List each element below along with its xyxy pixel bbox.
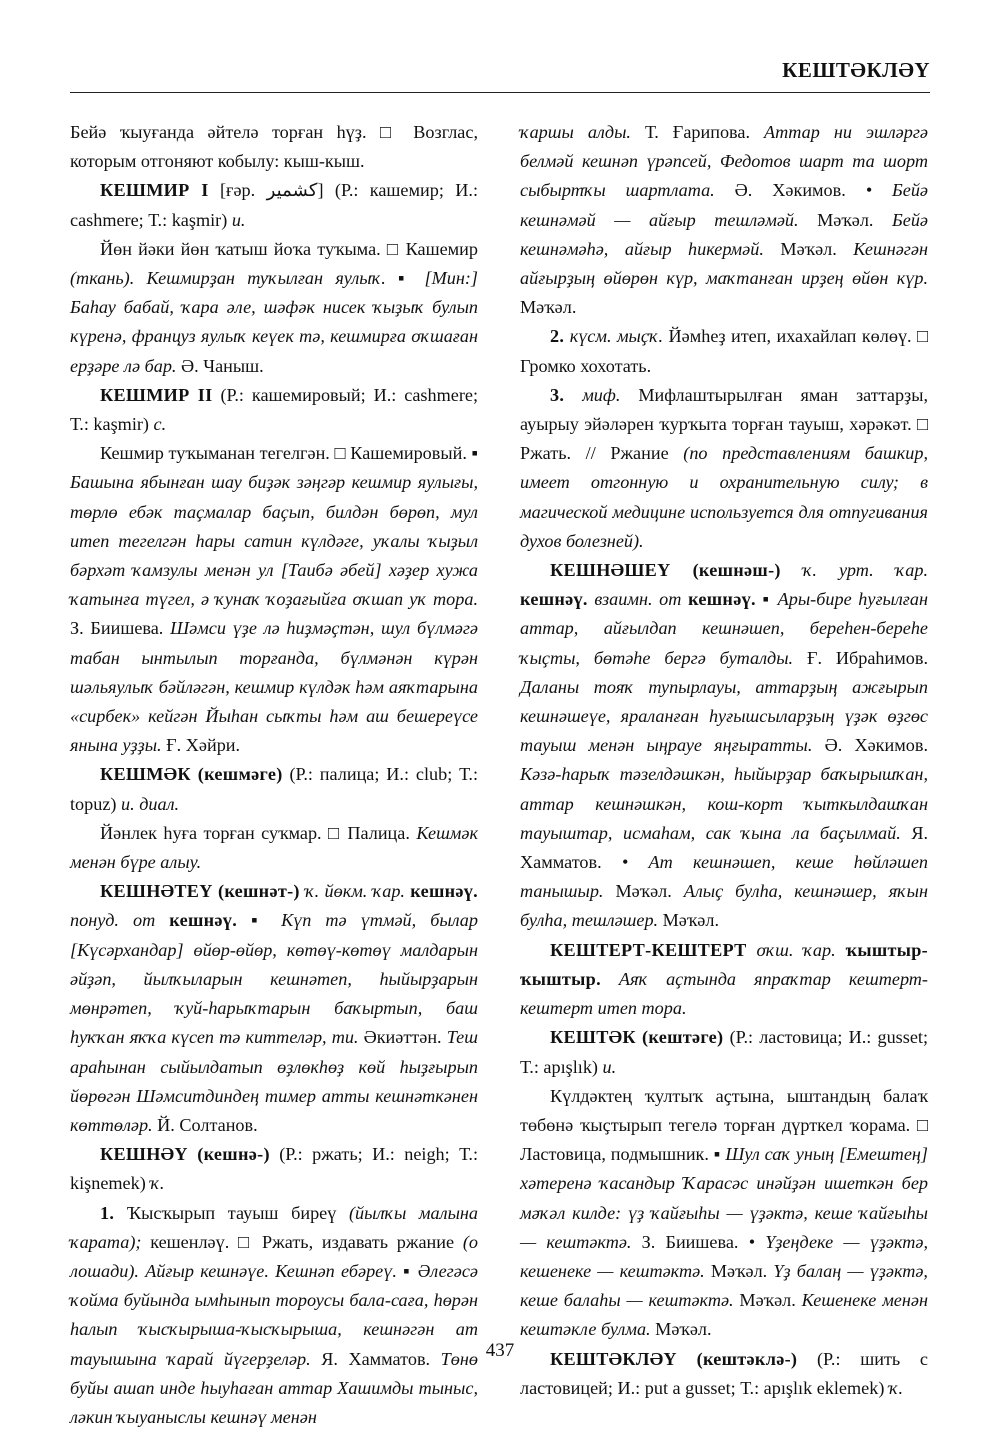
- dictionary-entry: [520, 322, 928, 380]
- headword: ҡыштыр-ҡыштыр.: [520, 939, 928, 989]
- italic-text: Шәмси үҙе лә һиҙмәҫтән, шул бүлмәгә табан ынтылып торғанда, бүлмәнән күрән шәльяулыҡ бәйләгән, кешмир күлдәк һәм аяҡтарына «сирбек» кейгән Йыһан сыҡты һәм аш бешереүсе янына уҙҙы.: [70, 618, 478, 756]
- dictionary-entry: [70, 235, 478, 381]
- italic-text: Ары-бире һуғылған аттар, айғылдап кешнәшеп, береһен-береһе ҡыҫты, бөтәһе бергә буталды.: [520, 589, 929, 668]
- text-run: Йәмһеҙ итеп, ихахайлап көлөү. □ Громко хохотать.: [520, 326, 928, 376]
- text-run: [564, 385, 582, 405]
- text-run: [671, 560, 693, 580]
- text-run: З. Биишева.: [631, 1231, 749, 1252]
- text-run: Мәҡәл.: [704, 1260, 774, 1281]
- headword: КЕШНӘШЕҮ: [550, 560, 671, 581]
- text-run: Мәҡәл.: [733, 1290, 802, 1311]
- italic-text: понуд. от: [70, 910, 156, 931]
- italic-text: күсм. мыҫҡ.: [569, 326, 664, 347]
- text-run: (Р.: палица; И.: club; Т.: topuz): [70, 764, 478, 814]
- text-run: кешенләү. □ Ржать, издавать ржание: [141, 1231, 463, 1252]
- text-run: Я. Хамматов.: [310, 1348, 441, 1369]
- text-run: Ғ. Ибраһимов.: [793, 647, 928, 668]
- italic-text: Кешнәгән айғырҙың өйөрөн күр, маҡтанған ирҙең өйөн күр.: [520, 238, 928, 289]
- text-run: Ә. Чаныш.: [176, 355, 264, 376]
- text-run: Ә. Хәкимов.: [714, 180, 866, 201]
- italic-text: Аттар ни эшләргә белмәй кешнәп үрәпсей, Федотов шарт та шорт сыбыртҡы шартлата.: [520, 122, 929, 201]
- text-run: (Р.: ластовица; И.: gusset; Т.: apışlık): [520, 1027, 928, 1077]
- page-number: 437: [485, 1340, 515, 1361]
- text-run: Мәҡәл.: [798, 209, 893, 230]
- text-run: Ғ. Хәйри.: [161, 735, 241, 756]
- example-marker-icon: ▪: [237, 910, 282, 931]
- text-run: Ә. Хәкимов.: [812, 735, 928, 756]
- text-run: [601, 969, 619, 989]
- text-run: Мәҡәл.: [520, 297, 577, 318]
- text-run: [781, 560, 803, 580]
- italic-text: ҡ.: [150, 1173, 165, 1194]
- italic-text: Башына ябынған шау биҙәк зәңгәр кешмир яулығы, төрлө ебәк таҫмалар баҫып, билдән бөрөп, мул итеп тегелгән һары сатин күлдәге, уҡалы ҡыҙыл бәрхәт ҡамзулы менән ул [Таибә әбей] хәҙер хужа ҡатынға түгел, ә ҡунаҡ ҡоҙағыйға оҡшап уҡ тора.: [70, 472, 478, 610]
- italic-text: взаимн. от: [594, 589, 682, 610]
- headword: 3.: [550, 384, 565, 405]
- text-run: Күлдәктең ҡултыҡ аҫтына, ыштандың балаҡ төбөнә ҡыҫтырып тегелә торған дүрткел ҡорама. □ Ластовица, подмышник.: [520, 1085, 928, 1165]
- italic-text: Бейә кешнәмәһә, айғыр һикермәй.: [520, 209, 928, 259]
- dictionary-entry: [70, 176, 478, 234]
- italic-text: ҡ. йөкм. ҡар.: [305, 881, 405, 902]
- headword: КЕШМИР II: [100, 384, 213, 405]
- italic-text: Кәзә-һарыҡ тәзелдәшкән, һыйырҙар баҡырышҡан, аттар кешнәшкән, кош-корт ҡыткылдашҡан тауыштар, исмаһам, сак ҡына ла баҫылмай.: [520, 764, 928, 843]
- text-run: Бейә ҡыуғанда әйтелә торған һүҙ. □ Возглас, которым отгоняют кобылу: кыш-кыш.: [70, 122, 478, 172]
- italic-text: (йылҡы малына ҡарата);: [70, 1202, 478, 1252]
- header-rule: [70, 92, 930, 93]
- italic-text: миф.: [582, 384, 621, 405]
- headword: (кешнә-): [197, 1144, 270, 1165]
- right-column: [520, 118, 928, 1403]
- left-column: [70, 118, 478, 1432]
- italic-text: Әлегәсә ҡойма буйында ымһынып тороусы бала-саға, һөрән һалып ҡысҡырыша-ҡысҡырыша, кешнәгән ат тауышына ҡарай йүгерҙеләр.: [70, 1260, 478, 1369]
- dictionary-entry: [520, 936, 928, 1024]
- italic-text: • Бейә кешнәмәй — айғыр тешләмәй.: [520, 180, 928, 230]
- text-run: Мәҡәл.: [763, 238, 854, 259]
- entry-continuation: [70, 118, 478, 176]
- text-run: (Р.: кашемировый; И.: cashmere; Т.: kaşmir): [70, 384, 479, 435]
- headword: КЕШТӘКЛӘҮ: [550, 1348, 677, 1369]
- dictionary-entry: [70, 1199, 478, 1433]
- running-head: КЕШТӘКЛӘҮ: [782, 58, 930, 82]
- italic-text: Үҙ балаң — үҙәктә, кеше балаһы — кештәктә.: [520, 1260, 928, 1311]
- italic-text: и.: [602, 1056, 617, 1077]
- italic-text: с.: [153, 414, 167, 435]
- headword: (кешнәш-): [692, 560, 781, 581]
- text-run: (Р.: шить с ластовицей; И.: put a gusset; Т.: apışlık eklemek): [520, 1348, 928, 1398]
- example-marker-icon: ▪: [466, 443, 478, 464]
- italic-text: (по представлениям башкир, имеет отгонную и охранительную силу; в магической медицине используется для отпугивания духов болезней).: [520, 443, 928, 551]
- italic-text: и.: [231, 209, 246, 230]
- text-run: Йәнлек һуға торған суҡмар. □ Палица.: [100, 822, 417, 843]
- headword: (кешнәт-): [217, 881, 300, 902]
- headword: КЕШТЕРТ-КЕШТЕРТ: [550, 939, 747, 960]
- text-run: Мәҡәл.: [658, 910, 720, 931]
- example-marker-icon: ▪: [708, 1144, 726, 1165]
- text-run: [188, 1144, 197, 1164]
- text-run: Й. Солтанов.: [152, 1114, 258, 1135]
- text-run: (Р.: ржать; И.: neigh; Т.: kişnemek): [70, 1144, 479, 1194]
- text-run: Кешмир туҡыманан тегелгән. □ Кашемировый.: [100, 443, 467, 464]
- italic-text: Алыҫ булһа, кешнәшер, яҡын булһа, тешләшер.: [520, 881, 928, 931]
- headword: КЕШНӘТЕҮ: [100, 881, 213, 902]
- headword: 1.: [100, 1202, 115, 1223]
- headword: КЕШМӘК: [100, 764, 191, 785]
- dictionary-entry: [520, 381, 928, 556]
- italic-text: Теш араһынан сыйылдатып өҙлөкһөҙ көй һыҙғырып йөрөгән Шәмситдиндең тимер атты кешнәткәнен көттөләр.: [70, 1027, 478, 1135]
- dictionary-entry: [70, 760, 478, 818]
- dictionary-entry: [70, 439, 478, 760]
- dictionary-entry: [70, 1140, 478, 1198]
- dictionary-entry: [70, 819, 478, 877]
- dictionary-entry: [520, 1082, 928, 1345]
- italic-text: Кешенеке менән кештәкле булма.: [520, 1290, 928, 1340]
- text-run: Әкиәттән.: [358, 1027, 447, 1048]
- example-marker-icon: ▪: [396, 1260, 418, 1281]
- italic-text: Кешмәк менән бүре алыу.: [70, 822, 478, 873]
- italic-text: (о лошади). Айғыр кешнәүе. Кешнәп ебәреү.: [70, 1231, 478, 1281]
- dictionary-entry: [520, 1023, 928, 1081]
- headword: (кешмәге): [197, 764, 283, 785]
- italic-text: • Үҙеңдеке — үҙәктә, кешенеке — кештәктә.: [520, 1231, 928, 1281]
- italic-text: оҡш. ҡар.: [756, 939, 836, 960]
- italic-text: Аяҡ аҫтында япраҡтар кештерт-кештерт итеп тора.: [520, 968, 928, 1019]
- italic-text: и. диал.: [121, 793, 180, 814]
- text-run: Мәҡәл.: [650, 1319, 712, 1340]
- text-run: Йөн йәки йөн ҡатыш йоҡа туҡыма. □ Кашемир: [100, 238, 478, 259]
- example-marker-icon: ▪: [755, 589, 778, 610]
- text-run: [ғәр. کشمیر] (Р.: кашемир; И.: cashmere; Т.: kaşmir): [70, 180, 478, 230]
- headword: кешнәү.: [410, 881, 479, 902]
- dictionary-entry: [70, 381, 478, 439]
- italic-text: Шул саҡ уның [Емештең] хәтеренә ҡасандыр Ҡарасәс инәйҙән ишеткән бер мәҡәл килде: үҙ ҡайғыһы — үҙәктә, кеше ҡайғыһы — кештәктә.: [520, 1144, 928, 1252]
- italic-text: Даланы тояҡ тупырлауы, аттарҙың ажғырып кешнәшеүе, яраланған һуғышсыларҙың үҙәк өҙгөс тауыш менән ыңрауе яңғыратты.: [520, 676, 928, 756]
- italic-text: [Мин:] Баһау бабай, ҡара әле, шәфәк нисек ҡыҙыҡ булып күренә, француз яулыҡ кеүек тә, кешмирға оҡшаған ерҙәре лә бар.: [70, 268, 479, 376]
- headword: кешнәү.: [520, 589, 588, 610]
- text-run: [836, 940, 846, 960]
- text-run: Т. Ғарипова.: [630, 122, 765, 142]
- headword: 2.: [550, 326, 565, 347]
- dictionary-entry: [520, 556, 928, 936]
- italic-text: ҡаршы алды.: [520, 122, 631, 142]
- italic-text: • Ат кешнәшеп, кеше һөйләшеп танышыр.: [520, 852, 928, 902]
- headword: КЕШНӘҮ: [100, 1144, 188, 1165]
- text-run: [747, 940, 757, 960]
- text-run: З. Биишева.: [70, 618, 171, 639]
- text-run: Мифлаштырылған яман заттарҙы, ауырыу эйәләрен ҡурҡыта торған тауыш, хәрәкәт. □ Ржать. // Ржание: [520, 384, 929, 464]
- italic-text: Күп тә үтмәй, былар [Күсәрхандар] өйөр-өйөр, көтөү-көтөү малдарын әйҙәп, йылҡыларын кешнәтеп, һыйырҙарын мөнрәтеп, ҡуй-һарыҡтарын баҡыртып, баш һуҡҡан яҡҡа күсеп тә киттеләр, ти.: [70, 910, 478, 1048]
- headword: КЕШТӘК: [550, 1027, 636, 1048]
- headword: кешнәү.: [169, 910, 238, 931]
- italic-text: ҡ. урт. ҡар.: [802, 560, 928, 581]
- text-run: [155, 910, 169, 930]
- italic-text: ҡ.: [888, 1377, 904, 1398]
- text-run: Ҡысҡырып тауыш биреү: [114, 1202, 349, 1223]
- italic-text: (ткань). Кешмирҙан туҡылған яулыҡ.: [70, 268, 386, 289]
- example-marker-icon: ▪: [385, 268, 425, 289]
- text-run: Мәҡәл.: [603, 881, 684, 902]
- headword: КЕШМИР I: [100, 180, 209, 201]
- text-run: Я. Хамматов.: [520, 822, 928, 873]
- headword: (кештәклә-): [696, 1348, 798, 1369]
- dictionary-entry: [70, 877, 478, 1140]
- text-run: [191, 764, 198, 784]
- headword: кешнәү.: [688, 589, 756, 610]
- entry-continuation: [520, 118, 928, 322]
- headword: (кештәге): [642, 1027, 724, 1048]
- italic-text: Төнө буйы ашап инде һыуһаған аттар Хашимды тыныс, ләкин ҡыуаныслы кешнәү менән: [70, 1348, 478, 1427]
